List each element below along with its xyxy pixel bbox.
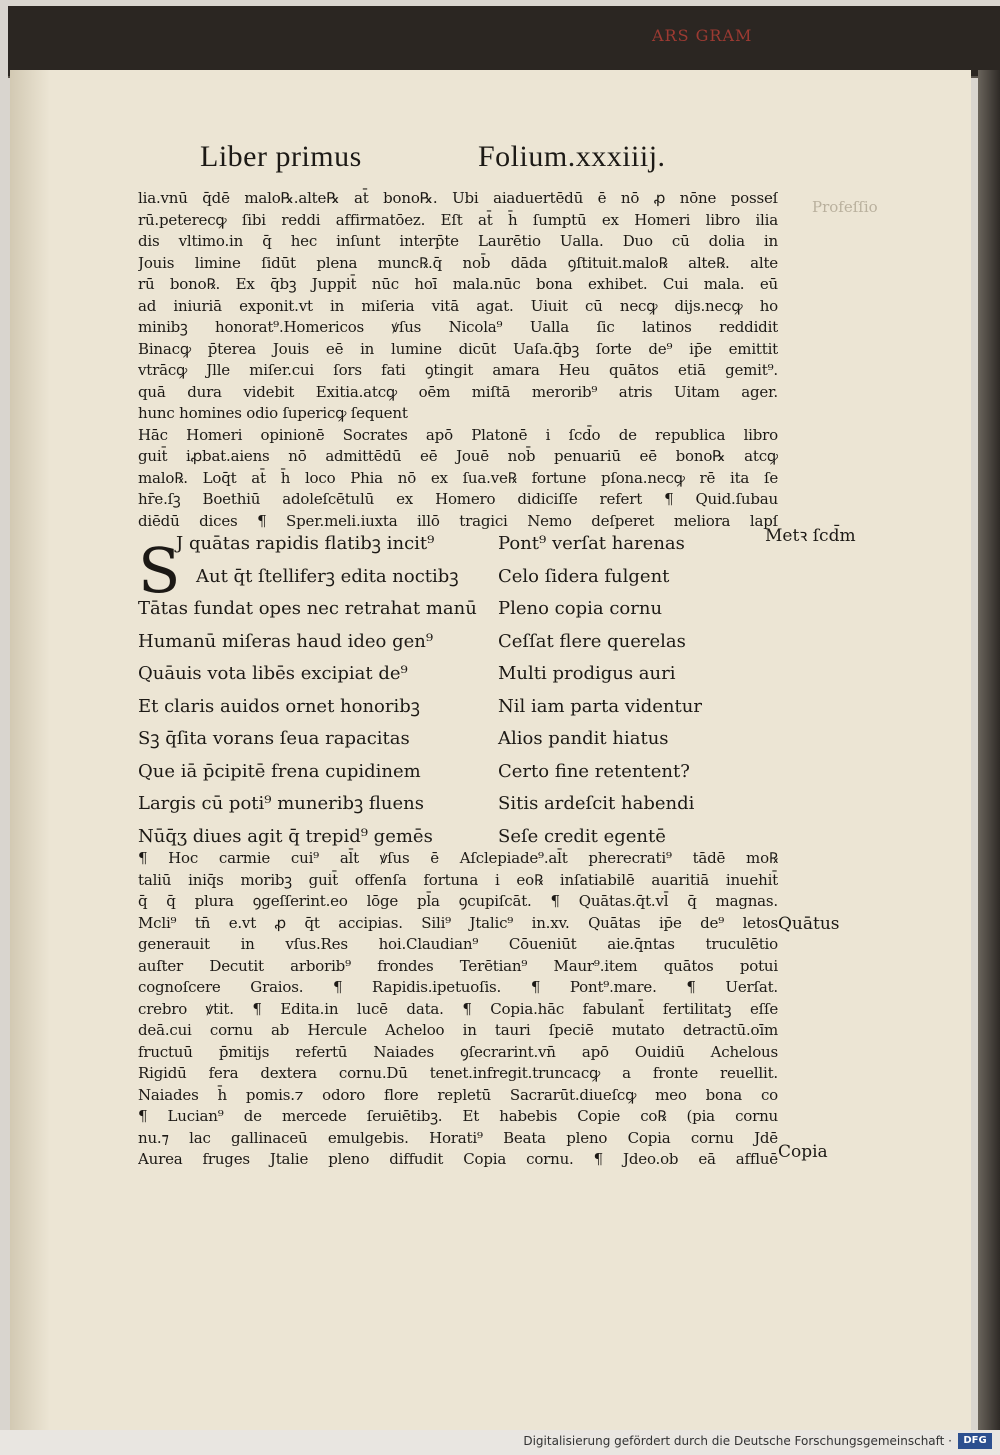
verse-row [138,691,788,724]
marginal-note-quantus: Quātus [778,914,840,934]
text-line: Naiades h̄ pomis.⁊ odoro flore repletū Sacrarūt.diueſcꝙ meo bona co [138,1085,778,1104]
text-line: ad iniuriā exponit.vt in miſeria vitā agat. Uiuit cū necꝙ dijs.necꝙ ho [138,296,778,315]
page-fold-shadow [10,70,50,1430]
verse-left: Et claris auidos ornet honoribꝫ [138,695,420,717]
verse-row [138,658,788,691]
verse-left: Aut q̄t ſtelliferꝫ edita noctibꝫ [196,565,459,587]
verse-row [138,561,788,594]
text-line: Hāc Homeri opinionē Socrates apō Platonē i ſcd̄o de republica libro [138,425,778,444]
verse-right: Pleno copia cornu [498,598,663,619]
verse-row [138,593,788,626]
text-line: Aurea fruges Jtalie pleno diffudit Copia cornu. ¶ Jdeo.ob eā affluē [138,1150,778,1168]
text-line: rū bono℞. Ex q̄bꝫ Juppit̄ nūc hoī mala.nūc bona exhibet. Cui mala. eū [138,275,778,293]
text-line: diēdū dices ¶ Sper.meli.iuxta illō tragici Nemo deſperet meliora lapſ [138,511,778,530]
text-line: malo℞. Loq̄t at̄ h̄ loco Phia nō ex ſua.ve℞ fortune pſona.necꝙ rē ita ſe [138,468,778,487]
verse-row [138,626,788,659]
verse-left: Quāuis vota libēs excipiat de⁹ [138,663,408,684]
text-line: ¶ Lucian⁹ de mercede ſeruiētibꝫ. Et habebis Copie co℞ (pia cornu [138,1107,778,1125]
verse-left: J quātas rapidis flatibꝫ incit⁹ [176,533,435,554]
book-edge-top [8,6,1000,78]
text-line: dis vltimo.in q̄ hec inſunt interp̄te Laurētio Ualla. Duo cū dolia in [138,232,778,250]
commentary-top [138,188,778,532]
text-line: hr̄e.ſꝫ Boethiū adoleſcētulū ex Homero didiciſſe refert ¶ Quid.ſubau [138,490,778,508]
dfg-logo: DFG [958,1433,992,1449]
text-line: Rigidū fera dextera cornu.Dū tenet.infregit.truncacꝙ a fronte reuellit. [138,1064,778,1082]
bleedthrough-text: Profeſſio [812,198,878,216]
text-line: deā.cui cornu ab Hercule Acheloo in tauri ſpeciē mutato detractū.oīm [138,1021,778,1039]
verse-row [138,528,788,561]
text-line: quā dura videbit Exitia.atcꝙ oēm miſtā merorib⁹ atris Uitam ager. [138,382,778,401]
commentary-bottom [138,848,778,1171]
verse-left: Que iā p̄cipitē frena cupidinem [138,760,421,782]
verse-left: Largis cū poti⁹ muneribꝫ fluens [138,793,425,814]
running-header-left: Liber primus [200,140,362,173]
text-line: hunc homines odio ſupericꝙ ſequent [138,404,408,422]
marginal-note-metre: Metꝛ ſcd̄m [765,526,856,546]
verse-poem [138,528,788,853]
verse-right: Nil iam parta videntur [498,695,702,717]
verse-right: Certo fine retentent? [498,760,690,782]
running-header-folio: Folium.xxxiiij. [478,140,666,173]
verse-right: Celo ſidera fulgent [498,565,670,587]
text-line: lia.vnū q̄dē malo℞.alte℞ at̄ bono℞. Ubi aiaduertēdū ē nō ꝓ nōne posseſ [138,189,778,207]
text-line: Jouis limine ſidūt plena munc℞.q̄ nob̄ dāda ꝯſtituit.malo℞ alte℞. alte [138,253,778,272]
verse-left: Nūq̄ʒ diues agit q̄ trepid⁹ gemēs [138,825,433,847]
text-line: fructuū p̄mitijs refertū Naiades ꝯſecrarint.vn̄ apō Ouidiū Achelous [138,1042,778,1061]
verse-row [138,723,788,756]
verse-left: Sꝫ q̄ſita vorans ſeua rapacitas [138,728,410,749]
verse-left: Tātas fundat opes nec retrahat manū [138,598,477,619]
text-line: nu.⁊ lac gallinaceū emulgebis. Horati⁹ Beata pleno Copia cornu Jdē [138,1128,778,1147]
text-line: minibꝫ honorat⁹.Homericos ꝟſus Nicola⁹ Ualla ſic latinos reddidit [138,318,778,336]
text-line: guit̄ iꝓbat.aiens nō admittēdū eē Jouē nob̄ penuariū eē bono℞ atcꝙ [138,447,778,465]
verse-right: Seſe credit egentē [498,825,666,847]
verse-left: Humanū miſeras haud ideo gen⁹ [138,630,434,652]
marginal-note-copia: Copia [778,1142,828,1162]
text-line: q̄ q̄ plura ꝯgeſſerint.eo lōge pl̄a ꝯcupiſcāt. ¶ Quātas.q̄t.vl̄ q̄ magnas. [138,892,778,910]
text-line: rū.peterecꝙ ſibi reddi affirmatōez. Eſt at̄ h̄ ſumptū ex Homeri libro ilia [138,210,778,229]
verse-row [138,756,788,789]
text-line: generauit in vſus.Res hoi.Claudian⁹ Cōueniūt aie.q̄ntas truculētio [138,935,778,953]
text-line: Binacꝙ p̄terea Jouis eē in lumine dicūt Uaſa.q̄bꝫ ſorte de⁹ ip̄e emittit [138,339,778,358]
decorated-initial: S [138,534,181,607]
library-stamp: ARS GRAM [652,26,753,45]
funding-credit: Digitalisierung gefördert durch die Deutsche Forschungsgemeinschaft · [523,1434,952,1448]
verse-right: Alios pandit hiatus [498,728,669,749]
book-edge-right [978,70,1000,1430]
verse-right: Sitis ardeſcit habendi [498,793,695,814]
verse-right: Ceſſat flere querelas [498,630,686,652]
text-line: crebro ꝟtit. ¶ Edita.in lucē data. ¶ Copia.hāc fabulant̄ fertilitatꝫ eſſe [138,999,778,1018]
verse-right: Multi prodigus auri [498,663,676,684]
text-line: cognoſcere Graios. ¶ Rapidis.ipetuoſis. ¶ Pont⁹.mare. ¶ Uerſat. [138,978,778,996]
verse-right: Pont⁹ verſat harenas [498,533,685,554]
text-line: ¶ Hoc carmie cui⁹ al̄t ꝟſus ē Aſclepiade⁹.al̄t pherecrati⁹ tādē mo℞ [138,849,778,867]
text-line: Mcli⁹ tn̄ e.vt ꝓ q̄t accipias. Sili⁹ Jtalic⁹ in.xv. Quātas ip̄e de⁹ letos [138,913,778,932]
verse-row [138,788,788,821]
text-line: vtrācꝙ Jlle miſer.cui ſors fati ꝯtingit amara Heu quātos etiā gemit⁹. [138,361,778,379]
text-line: taliū iniq̄s moribꝫ guit̄ offenſa fortuna i eo℞ inſatiabilē auaritiā inuehit̄ [138,870,778,889]
text-line: auſter Decutit arborib⁹ frondes Terētian⁹ Maur⁹.item quātos potui [138,956,778,975]
